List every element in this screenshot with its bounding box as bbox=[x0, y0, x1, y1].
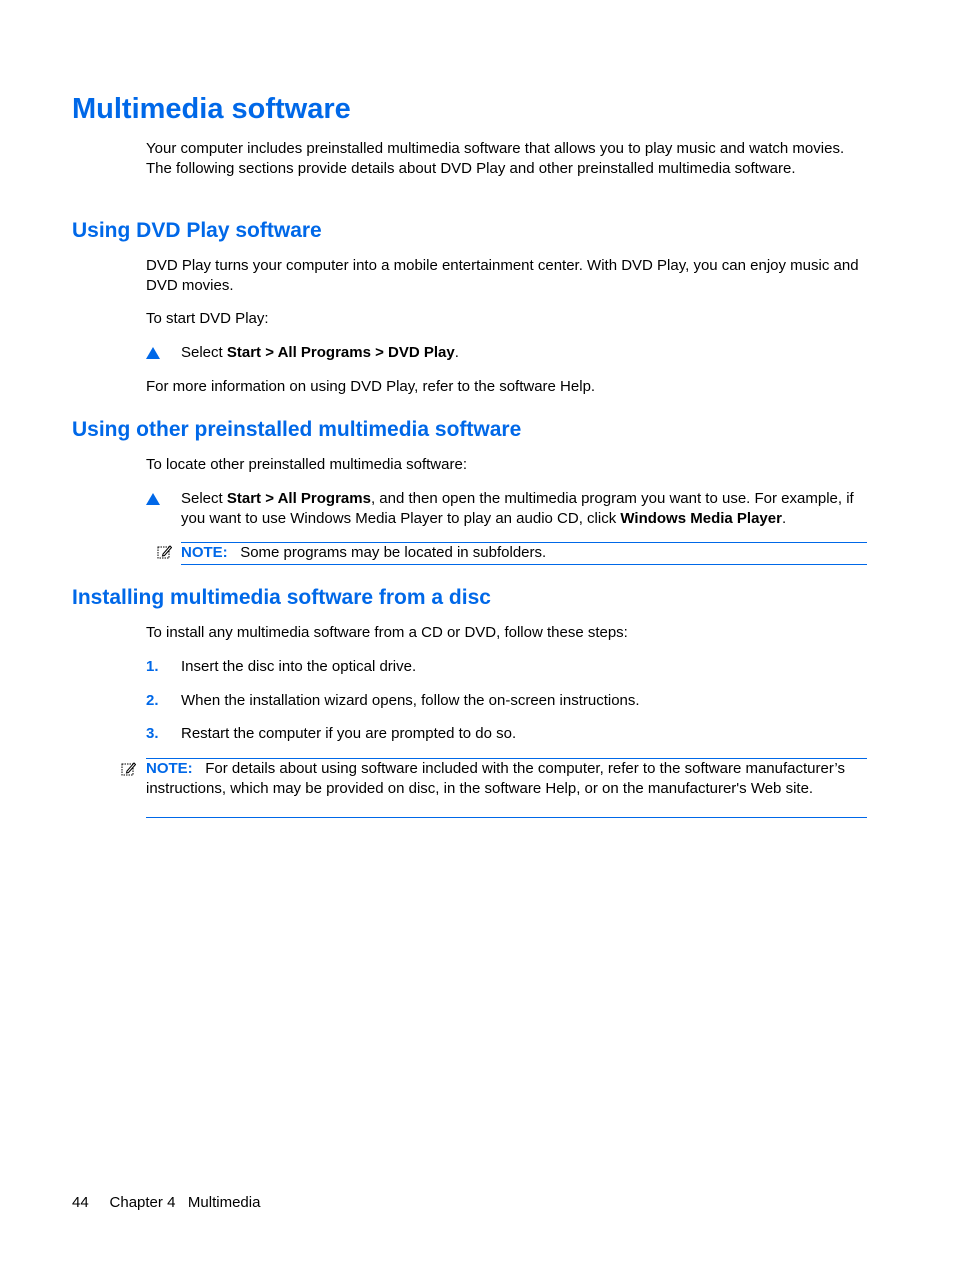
section-heading-install-disc: Installing multimedia software from a disc bbox=[72, 586, 491, 609]
menu-path: Start > All Programs > DVD Play bbox=[226, 344, 455, 361]
bullet-text bbox=[181, 489, 871, 528]
step-number: 3. bbox=[146, 725, 159, 742]
other-software-bullet bbox=[146, 489, 870, 529]
page-number: 44 bbox=[72, 1194, 89, 1211]
section-heading-other-software: Using other preinstalled multimedia software bbox=[72, 418, 522, 441]
note-box-manufacturer bbox=[146, 758, 867, 818]
section-heading-dvd-play: Using DVD Play software bbox=[72, 219, 322, 242]
page-footer bbox=[72, 1193, 260, 1212]
note-label: NOTE: bbox=[181, 544, 228, 561]
dvd-play-description: DVD Play turns your computer into a mobile entertainment center. With DVD Play, you can enjoy music and DVD movies. bbox=[146, 257, 859, 294]
bullet-prefix: Select bbox=[181, 344, 227, 361]
note-box-subfolders bbox=[181, 542, 867, 565]
triangle-bullet-icon bbox=[146, 493, 160, 505]
intro-paragraph: Your computer includes preinstalled multimedia software that allows you to play music and watch movies. The following sections provide details about DVD Play and other preinstalled multimedia software. bbox=[146, 140, 845, 177]
other-software-intro: To locate other preinstalled multimedia software: bbox=[146, 456, 467, 473]
dvd-play-help-paragraph: For more information on using DVD Play, refer to the software Help. bbox=[146, 378, 596, 395]
step-number: 1. bbox=[146, 658, 159, 675]
step-number: 2. bbox=[146, 692, 159, 709]
chapter-label: Chapter 4 bbox=[109, 1194, 176, 1211]
note-label: NOTE: bbox=[146, 760, 193, 777]
note-text: Some programs may be located in subfolders. bbox=[240, 544, 547, 561]
bullet-prefix: Select bbox=[181, 490, 227, 507]
bullet-middle: , and then open the multimedia program you want to use. For example, if you want to use Windows Media Player to play an audio CD, click bbox=[181, 490, 854, 527]
dvd-play-start-label: To start DVD Play: bbox=[146, 310, 269, 327]
bullet-suffix: . bbox=[781, 509, 787, 527]
install-disc-intro: To install any multimedia software from a CD or DVD, follow these steps: bbox=[146, 624, 628, 641]
step-text: Insert the disc into the optical drive. bbox=[181, 658, 417, 675]
bullet-suffix: . bbox=[454, 344, 459, 361]
page-title: Multimedia software bbox=[72, 93, 351, 125]
note-pencil-icon bbox=[157, 544, 172, 559]
chapter-title: Multimedia bbox=[187, 1194, 261, 1211]
note-text: For details about using software included with the computer, refer to the software manufacturer’s instructions, which may be provided on disc, in the software Help, or on the manufacturer's Web site. bbox=[146, 760, 845, 797]
bullet-text bbox=[181, 343, 871, 363]
step-text: When the installation wizard opens, follow the on-screen instructions. bbox=[181, 692, 640, 709]
step-text: Restart the computer if you are prompted to do so. bbox=[181, 725, 517, 742]
program-name: Windows Media Player bbox=[620, 509, 782, 527]
triangle-bullet-icon bbox=[146, 347, 160, 359]
note-pencil-icon bbox=[121, 761, 136, 776]
menu-path: Start > All Programs bbox=[226, 490, 371, 507]
